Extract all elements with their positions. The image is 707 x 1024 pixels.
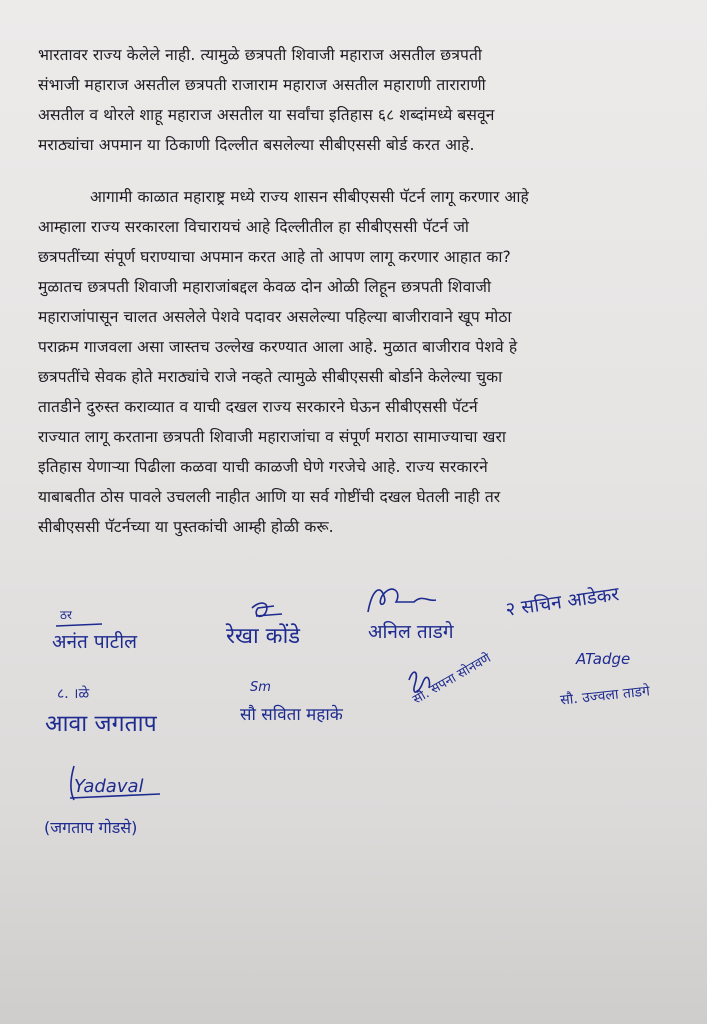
signature-name: आवा जगताप	[45, 711, 157, 737]
text-line: सीबीएससी पॅटर्नच्या या पुस्तकांची आम्ही होळी करू.	[38, 518, 334, 536]
signature-name: अनिल ताडगे	[368, 621, 454, 643]
text-line: राज्यात लागू करताना छत्रपती शिवाजी महाराजांचा व संपूर्ण मराठा सामाज्याचा खरा	[38, 428, 506, 446]
signature-mark: ATadge	[576, 650, 631, 668]
signature-mark: Yadaval	[74, 776, 144, 797]
signature-name: सौ. उज्वला ताडगे	[559, 683, 651, 709]
text-line: पराक्रम गाजवला असा जास्तच उल्लेख करण्यात आला आहे. मुळात बाजीराव पेशवे हे	[38, 338, 518, 356]
signature-9	[40, 758, 200, 848]
signature-1	[52, 606, 212, 666]
signature-name: (जगताप गोडसे)	[44, 818, 138, 837]
text-line: संभाजी महाराज असतील छत्रपती राजाराम महाराज असतील महाराणी ताराराणी	[38, 76, 486, 94]
signature-6	[240, 680, 390, 740]
text-line: छत्रपतींच्या संपूर्ण घराण्याचा अपमान करत आहे तो आपण लागू करणार आहात का?	[38, 248, 511, 266]
signature-5	[45, 684, 225, 744]
text-line: छत्रपतींचे सेवक होते मराठ्यांचे राजे नव्हते त्यामुळे सीबीएससी बोर्डाने केलेल्या चुका	[38, 368, 503, 386]
signature-mark: ८. ।ळे	[57, 686, 90, 702]
signature-7	[395, 650, 545, 750]
text-line: याबाबतीत ठोस पावले उचलली नाहीत आणि या सर्व गोष्टींची दखल घेतली नाही तर	[38, 488, 501, 506]
signature-name: २ सचिन आडेकर	[504, 583, 621, 621]
text-line: मुळातच छत्रपती शिवाजी महाराजांबद्दल केवळ दोन ओळी लिहून छत्रपती शिवाजी	[38, 278, 492, 296]
signature-mark: ठर	[60, 608, 72, 622]
text-line: इतिहास येणाऱ्या पिढीला कळवा याची काळजी घेणे गरजेचे आहे. राज्य सरकारने	[38, 458, 488, 476]
underline-stroke	[52, 606, 212, 666]
signature-3	[362, 582, 502, 652]
text-line: तातडीने दुरुस्त कराव्यात व याची दखल राज्य सरकारने घेऊन सीबीएससी पॅटर्न	[38, 398, 478, 416]
signature-name: सौ. सपना सोनवणे	[410, 650, 494, 708]
text-line: महाराजांपासून चालत असलेले पेशवे पदावर असलेल्या पहिल्या बाजीरावाने खूप मोठा	[38, 308, 512, 326]
signature-2	[222, 598, 362, 658]
paragraph-2	[38, 182, 660, 542]
signature-name: अनंत पाटील	[52, 631, 138, 653]
text-line: भारतावर राज्य केलेले नाही. त्यामुळे छत्रपती शिवाजी महाराज असतील छत्रपती	[38, 46, 483, 64]
text-line: मराठ्यांचा अपमान या ठिकाणी दिल्लीत बसलेल्या सीबीएससी बोर्ड करत आहे.	[38, 136, 475, 154]
text-line: आगामी काळात महाराष्ट्र मध्ये राज्य शासन सीबीएससी पॅटर्न लागू करणार आहे	[90, 188, 529, 206]
signature-4	[504, 583, 665, 628]
signature-8	[560, 650, 700, 720]
signature-name: सौ सविता महाके	[240, 705, 343, 725]
signature-name: रेखा कोंडे	[226, 624, 301, 649]
paragraph-1	[38, 40, 660, 160]
signature-mark: Sm	[250, 680, 271, 695]
text-line: असतील व थोरले शाहू महाराज असतील या सर्वांचा इतिहास ६८ शब्दांमध्ये बसवून	[38, 106, 495, 124]
text-line: आम्हाला राज्य सरकारला विचारायचं आहे दिल्लीतील हा सीबीएससी पॅटर्न जो	[38, 218, 470, 236]
